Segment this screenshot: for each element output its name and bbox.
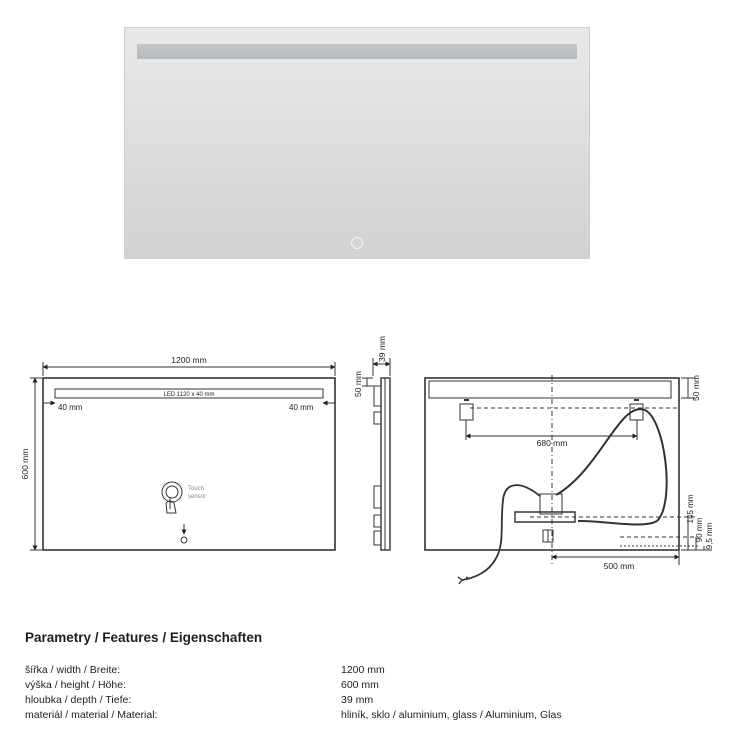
feature-label: hloubka / depth / Tiefe: [25, 694, 132, 706]
led-right-inset-label: 40 mm [289, 403, 314, 412]
finger-icon [166, 497, 176, 513]
features-heading: Parametry / Features / Eigenschaften [25, 630, 263, 645]
hanger-distance-label: 680 mm [536, 438, 568, 448]
led-label: LED 1120 x 40 mm [163, 392, 215, 398]
front-view [30, 362, 335, 550]
led-strip [137, 44, 577, 59]
driver-box [540, 494, 562, 514]
side-bracket-top [374, 386, 381, 406]
touch-label-line2: sensor [188, 494, 207, 500]
feature-label: materiál / material / Material: [25, 709, 158, 721]
sensor-point [181, 537, 187, 543]
features-section [25, 630, 725, 723]
side-led-offset-label: 50 mm [353, 371, 363, 397]
width-label: 1200 mm [171, 355, 207, 365]
led-left-inset-label: 40 mm [58, 403, 83, 412]
touch-label-line1: Touch [188, 486, 205, 492]
feature-label: šířka / width / Breite: [25, 664, 121, 676]
mirror-photo [124, 27, 590, 259]
feature-value: 39 mm [341, 694, 374, 706]
touch-sensor-waves-icon [162, 482, 182, 502]
feature-value: hliník, sklo / aluminium, glass / Aluminium, Glas [341, 709, 562, 721]
box-offset-label: 500 mm [603, 561, 635, 571]
technical-drawing [0, 280, 740, 600]
feature-value: 600 mm [341, 679, 379, 691]
feature-label: výška / height / Höhe: [25, 679, 126, 691]
feature-value: 1200 mm [341, 664, 385, 676]
power-cable [462, 485, 540, 580]
feature-row-material [25, 708, 725, 723]
feature-row-depth [25, 693, 725, 708]
offset-95-label: 9,5 mm [705, 522, 714, 550]
side-bracket-bottom [374, 486, 381, 508]
height-label: 600 mm [20, 448, 30, 480]
offset-145-label: 145 mm [686, 494, 695, 524]
offset-90-label: 90 mm [695, 517, 704, 543]
feature-row-width [25, 663, 725, 678]
side-view [362, 358, 390, 550]
back-led-channel [429, 381, 671, 398]
back-view [425, 375, 712, 584]
feature-row-height [25, 678, 725, 693]
touch-sensor-icon [351, 237, 363, 249]
led-cable [556, 409, 667, 524]
depth-label: 39 mm [377, 336, 387, 362]
hanger-left [460, 404, 473, 420]
back-top-offset-label: 50 mm [691, 375, 701, 401]
